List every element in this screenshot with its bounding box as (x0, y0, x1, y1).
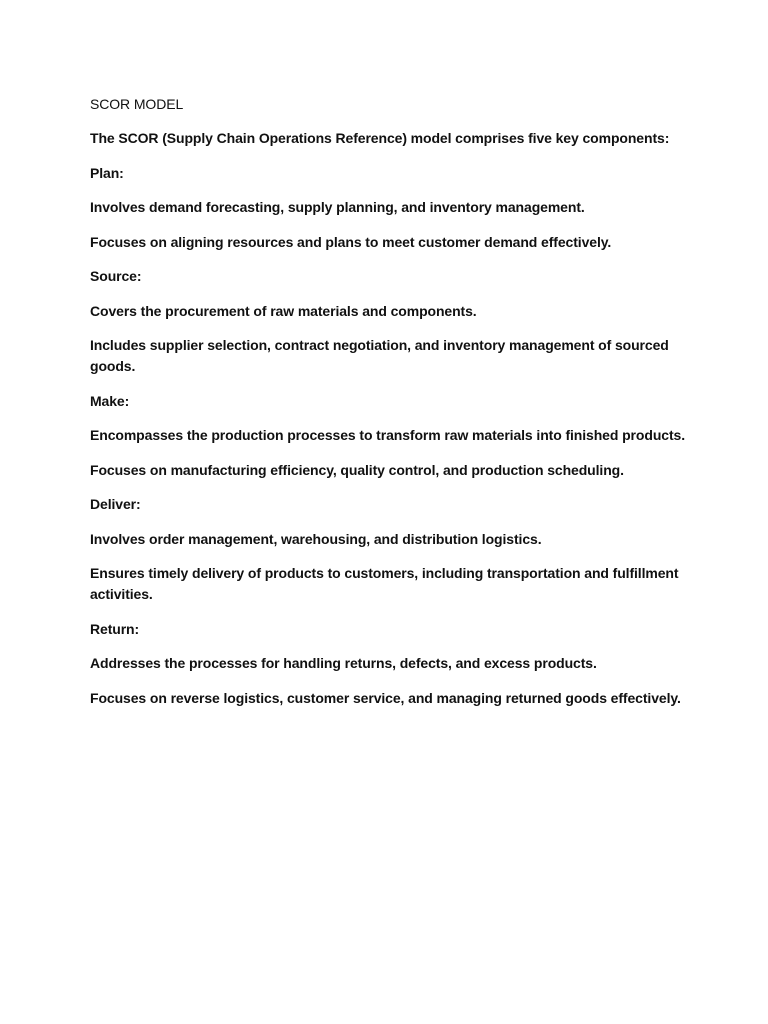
return-point: Focuses on reverse logistics, customer service, and managing returned goods effectively. (90, 689, 681, 706)
return-point: Addresses the processes for handling returns, defects, and excess products. (90, 655, 597, 671)
deliver-point: Ensures timely delivery of products to customers, including transportation and fulfillment activities. (90, 565, 679, 602)
source-point: Covers the procurement of raw materials and components. (90, 302, 477, 319)
document-title: SCOR MODEL (90, 96, 184, 112)
make-point: Focuses on manufacturing efficiency, quality control, and production scheduling. (90, 461, 624, 478)
section-heading-source: Source: (90, 268, 142, 284)
section-heading-return: Return: (90, 620, 140, 637)
section-heading-deliver: Deliver: (90, 496, 141, 512)
intro-paragraph: The SCOR (Supply Chain Operations Reference) model comprises five key components: (90, 130, 670, 146)
source-point: Includes supplier selection, contract negotiation, and inventory management of sourced goods. (90, 337, 669, 374)
section-heading-plan: Plan: (90, 164, 124, 181)
plan-point: Focuses on aligning resources and plans to meet customer demand effectively. (90, 233, 612, 250)
document-page (90, 94, 690, 722)
make-point: Encompasses the production processes to transform raw materials into finished products. (90, 427, 685, 443)
section-heading-make: Make: (90, 392, 130, 409)
deliver-point: Involves order management, warehousing, and distribution logistics. (90, 530, 542, 547)
plan-point: Involves demand forecasting, supply planning, and inventory management. (90, 199, 585, 215)
